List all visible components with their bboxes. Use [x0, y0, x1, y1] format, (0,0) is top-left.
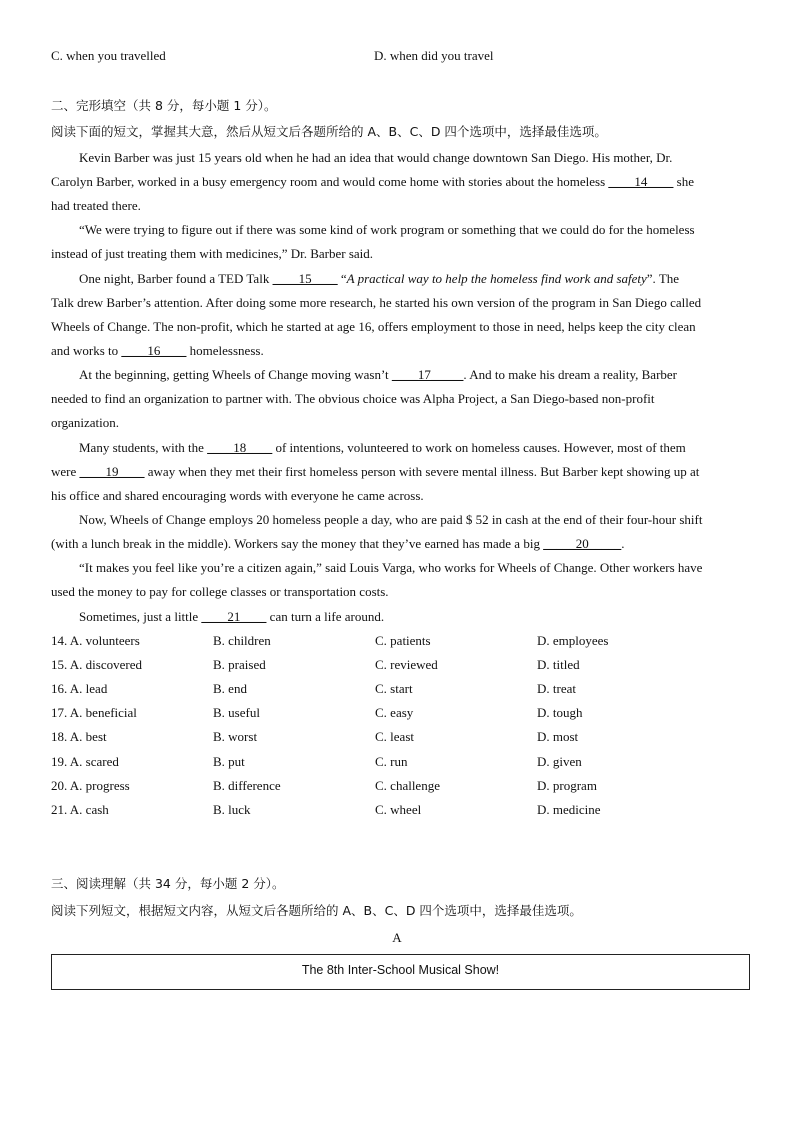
passage-text: and works to — [51, 343, 122, 358]
option-d[interactable]: D. most — [537, 729, 579, 744]
blank-16: ____16____ — [121, 343, 187, 358]
section3-heading: 三、阅读理解（共 34 分，每小题 2 分）。 — [51, 876, 285, 891]
option-a[interactable]: 20. A. progress — [51, 778, 130, 793]
passage-text: she — [673, 174, 694, 189]
passage-line — [79, 267, 751, 291]
passage-text: . — [621, 536, 625, 551]
option-b[interactable]: B. end — [213, 681, 247, 696]
passage-line — [79, 363, 751, 387]
passage-line — [51, 532, 751, 556]
option-c[interactable]: C. wheel — [375, 802, 422, 817]
option-b[interactable]: B. children — [213, 633, 271, 648]
option-c[interactable]: C. least — [375, 729, 414, 744]
passage-line — [79, 605, 751, 629]
passage-line: Now, Wheels of Change employs 20 homeless people a day, who are paid $ 52 in cash at the end of their four-hour shift — [79, 512, 703, 527]
option-row-15 — [51, 653, 751, 677]
passage-text: Carolyn Barber, worked in a busy emergency room and would come home with stories about the homeless — [51, 174, 609, 189]
blank-21: ____21____ — [201, 609, 267, 624]
blank-17: ____17_____ — [391, 367, 464, 382]
option-a[interactable]: 15. A. discovered — [51, 657, 142, 672]
option-b[interactable]: B. put — [213, 754, 245, 769]
passage-text: homelessness. — [186, 343, 264, 358]
talk-title: A practical way to help the homeless find work and safety — [346, 271, 647, 286]
passage-line: instead of just treating them with medicines,” Dr. Barber said. — [51, 246, 374, 261]
option-c[interactable]: C. reviewed — [375, 657, 438, 672]
passage-line: “It makes you feel like you’re a citizen again,” said Louis Varga, who works for Wheels of Change. Other workers have — [79, 560, 703, 575]
passage-line: organization. — [51, 415, 119, 430]
option-c[interactable]: C. easy — [375, 705, 414, 720]
option-a[interactable]: 16. A. lead — [51, 681, 108, 696]
passage-text: ”. The — [646, 271, 680, 286]
show-title-box: The 8th Inter-School Musical Show! — [51, 954, 750, 990]
option-c[interactable]: C. patients — [375, 633, 431, 648]
option-row-16 — [51, 677, 751, 701]
passage-line: “We were trying to figure out if there was some kind of work program or something that we could do for the homeless — [79, 222, 695, 237]
option-row-20 — [51, 774, 751, 798]
passage-line: used the money to pay for college classes or transportation costs. — [51, 584, 389, 599]
option-a[interactable]: 21. A. cash — [51, 802, 109, 817]
option-row-18 — [51, 725, 751, 749]
blank-15: ____15____ — [272, 271, 338, 286]
option-d[interactable]: D. program — [537, 778, 597, 793]
option-b[interactable]: B. luck — [213, 802, 251, 817]
blank-14: ____14____ — [608, 174, 674, 189]
blank-19: ____19____ — [79, 464, 145, 479]
passage-line — [51, 460, 751, 484]
option-b[interactable]: B. difference — [213, 778, 281, 793]
passage-text: away when they met their first homeless person with severe mental illness. But Barber kept showing up at — [144, 464, 700, 479]
option-c[interactable]: C. challenge — [375, 778, 440, 793]
passage-line: had treated there. — [51, 198, 141, 213]
previous-option-d: D. when did you travel — [374, 48, 494, 63]
passage-text: One night, Barber found a TED Talk — [79, 271, 273, 286]
blank-18: ____18____ — [207, 440, 273, 455]
option-a[interactable]: 18. A. best — [51, 729, 107, 744]
section3-instruction: 阅读下列短文，根据短文内容，从短文后各题所给的 A、B、C、D 四个选项中，选择最佳选项。 — [51, 903, 582, 918]
passage-text: of intentions, volunteered to work on homeless causes. However, most of them — [272, 440, 686, 455]
part-label: A — [392, 930, 402, 945]
section2-instruction: 阅读下面的短文，掌握其大意，然后从短文后各题所给的 A、B、C、D 四个选项中，选择最佳选项。 — [51, 124, 607, 139]
option-c[interactable]: C. run — [375, 754, 408, 769]
passage-line: Wheels of Change. The non-profit, which he started at age 16, offers employment to those in need, helps keep the city clean — [51, 319, 696, 334]
option-row-17 — [51, 701, 751, 725]
option-a[interactable]: 19. A. scared — [51, 754, 119, 769]
passage-line — [79, 436, 751, 460]
option-d[interactable]: D. medicine — [537, 802, 601, 817]
passage-line — [51, 339, 751, 363]
passage-line — [51, 170, 751, 194]
option-b[interactable]: B. worst — [213, 729, 258, 744]
option-c[interactable]: C. start — [375, 681, 413, 696]
passage-line: needed to find an organization to partner with. The obvious choice was Alpha Project, a San Diego-based non-profit — [51, 391, 655, 406]
section2-heading: 二、完形填空（共 8 分，每小题 1 分）。 — [51, 98, 277, 113]
passage-line: Kevin Barber was just 15 years old when he had an idea that would change downtown San Diego. His mother, Dr. — [79, 150, 673, 165]
option-b[interactable]: B. praised — [213, 657, 266, 672]
passage-text: Sometimes, just a little — [79, 609, 202, 624]
option-row-19 — [51, 750, 751, 774]
blank-20: _____20_____ — [543, 536, 622, 551]
option-a[interactable]: 17. A. beneficial — [51, 705, 137, 720]
option-b[interactable]: B. useful — [213, 705, 260, 720]
previous-option-c: C. when you travelled — [51, 48, 166, 63]
option-a[interactable]: 14. A. volunteers — [51, 633, 140, 648]
passage-text: At the beginning, getting Wheels of Change moving wasn’t — [79, 367, 392, 382]
option-d[interactable]: D. tough — [537, 705, 583, 720]
option-row-21 — [51, 798, 751, 822]
passage-line: his office and shared encouraging words with everyone he came across. — [51, 488, 424, 503]
passage-text: were — [51, 464, 80, 479]
option-d[interactable]: D. given — [537, 754, 582, 769]
option-d[interactable]: D. titled — [537, 657, 580, 672]
passage-text: Many students, with the — [79, 440, 208, 455]
passage-text: . And to make his dream a reality, Barber — [463, 367, 678, 382]
option-d[interactable]: D. treat — [537, 681, 576, 696]
option-d[interactable]: D. employees — [537, 633, 609, 648]
passage-text: “ — [337, 271, 347, 286]
option-row-14 — [51, 629, 751, 653]
passage-text: (with a lunch break in the middle). Workers say the money that they’ve earned has made a big — [51, 536, 544, 551]
passage-line: Talk drew Barber’s attention. After doing some more research, he started his own version of the program in San Diego called — [51, 295, 702, 310]
passage-text: can turn a life around. — [266, 609, 385, 624]
